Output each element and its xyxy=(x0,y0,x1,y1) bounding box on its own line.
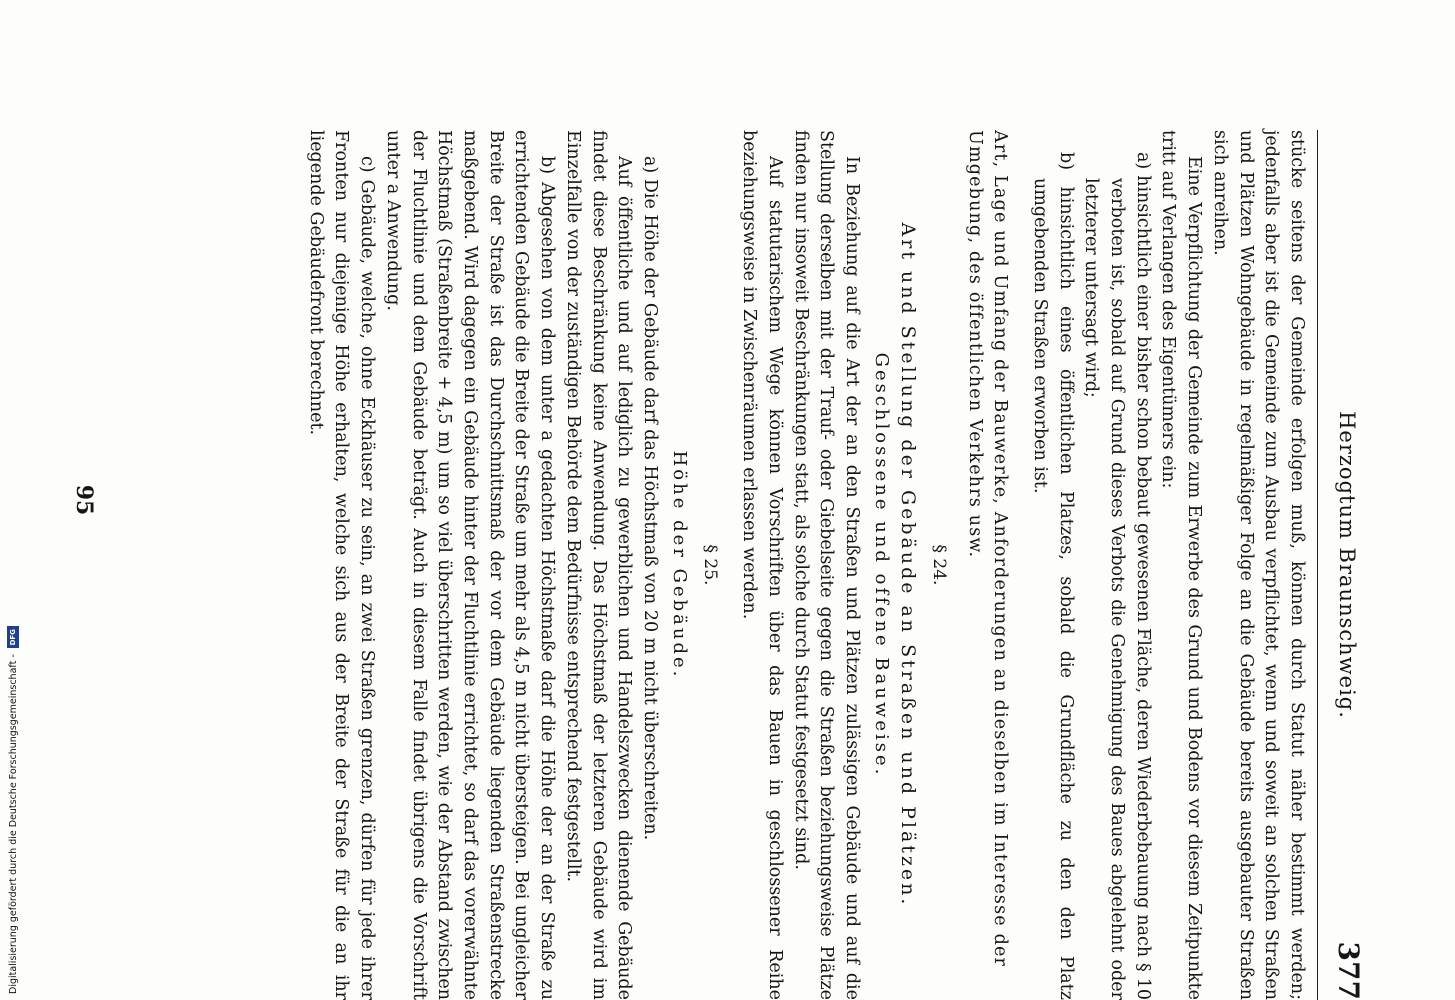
section-25-item-c: c) Gebäude, welche, ohne Eckhäuser zu sein, an zwei Straßen grenzen, dürfen für jede ihrer Fronten nur diejenige Höhe erhalten, welche sich aus der Breite der Straße für die an ihr liegende Gebäudefront berechnet. xyxy=(305,130,378,1000)
section-number-24: § 24. xyxy=(928,544,949,586)
header-rule xyxy=(1317,130,1318,1000)
paragraph-continuation: stücke seitens der Gemeinde erfolgen muß, können durch Statut näher bestimmt werden; jedenfalls aber ist die Gemeinde zum Ausbau verpflichtet, wenn und soweit an solchen Straßen und Plätzen Wohngebäude in regelmäßiger Folge an die Gebäude bereits ausgebauter Straßen sich anreihen. xyxy=(1209,130,1307,1000)
section-25-item-a-continuation: Auf öffentliche und auf lediglich zu gewerblichen und Handelszwecken dienende Gebäude findet diese Beschränkung keine Anwendung. Das Höchstmaß der letzteren Gebäude wird im Einzelfalle von der zuständigen Behörde dem Bedürfnisse entsprechend festgestellt. xyxy=(562,130,635,1000)
sheet-number: 95 xyxy=(71,484,97,516)
credit-text: Digitalisierung gefördert durch die Deutsche Forschungsgemeinschaft - xyxy=(7,654,19,994)
section-title: Art, Lage und Umfang der Bauwerke, Anforderungen an dieselben im Interesse der Umgebung, des öffentlichen Verkehrs usw. xyxy=(964,130,1011,968)
dfg-logo: DFG xyxy=(7,626,19,648)
page-number: 377 xyxy=(1332,941,1365,1000)
paragraph-item-b: b) hinsichtlich eines öffentlichen Platzes, sobald die Grundfläche zu den den Platz umgebenden Straßen erworben ist. xyxy=(1029,152,1076,1000)
section-heading-24: Art und Stellung der Gebäude an Straßen und Plätzen. xyxy=(897,222,920,908)
section-24-paragraph-2: Auf statutarischem Wege können Vorschriften über das Bauen in geschlossener Reihe beziehungsweise in Zwischenräumen erlassen werden. xyxy=(739,130,786,1000)
running-title: Herzogtum Braunschweig. xyxy=(1335,411,1359,719)
section-heading-25: Höhe der Gebäude. xyxy=(668,450,690,680)
page-body xyxy=(302,130,1309,1000)
section-25-item-a: a) Die Höhe der Gebäude darf das Höchstmaß von 20 m nicht überschreiten. xyxy=(639,156,660,841)
section-subheading-24: Geschlossene und offene Bauweise. xyxy=(871,352,893,778)
paragraph-obligation: Eine Verpflichtung der Gemeinde zum Erwerbe des Grund und Bodens vor diesem Zeitpunkte tritt auf Verlangen des Eigentümers ein: xyxy=(1158,130,1205,1000)
digitization-credit xyxy=(4,606,22,994)
section-24-paragraph-1: In Beziehung auf die Art der an den Straßen und Plätzen zulässigen Gebäude und auf die Stellung derselben mit der Trauf- oder Giebelseite gegen die Straßen beziehungsweise Plätze finden nur insoweit Beschränkungen statt, als solche durch Statut festgesetzt sind. xyxy=(790,130,863,1000)
section-number-25: § 25. xyxy=(699,544,720,586)
section-25-item-b: b) Abgesehen von dem unter a gedachten Höchstmaße darf die Höhe der an der Straße zu errichtenden Gebäude die Breite der Straße um mehr als 4,5 m nicht übersteigen. Bei ungleicher Breite der Straße ist das Durchschnittsmaß der vor dem Gebäude liegenden Straßenstrecke maßgebend. Wird dagegen ein Gebäude hinter der Fluchtlinie errichtet, so darf das vorerwähnte Höchstmaß (Straßenbreite + 4,5 m) um so viel überschritten werden, wie der Abstand zwischen der Fluchtlinie und dem Gebäude beträgt. Auch in diesem Falle findet übrigens die Vorschrift unter a Anwendung. xyxy=(382,130,558,1000)
page-header xyxy=(1329,130,1363,1000)
paragraph-item-a: a) hinsichtlich einer bisher schon bebaut gewesenen Fläche, deren Wiederbebauung nach § 10 verboten ist, sobald auf Grund dieses Verbots die Genehmigung des Baues abgelehnt oder letzterer untersagt wird; xyxy=(1081,152,1153,1000)
